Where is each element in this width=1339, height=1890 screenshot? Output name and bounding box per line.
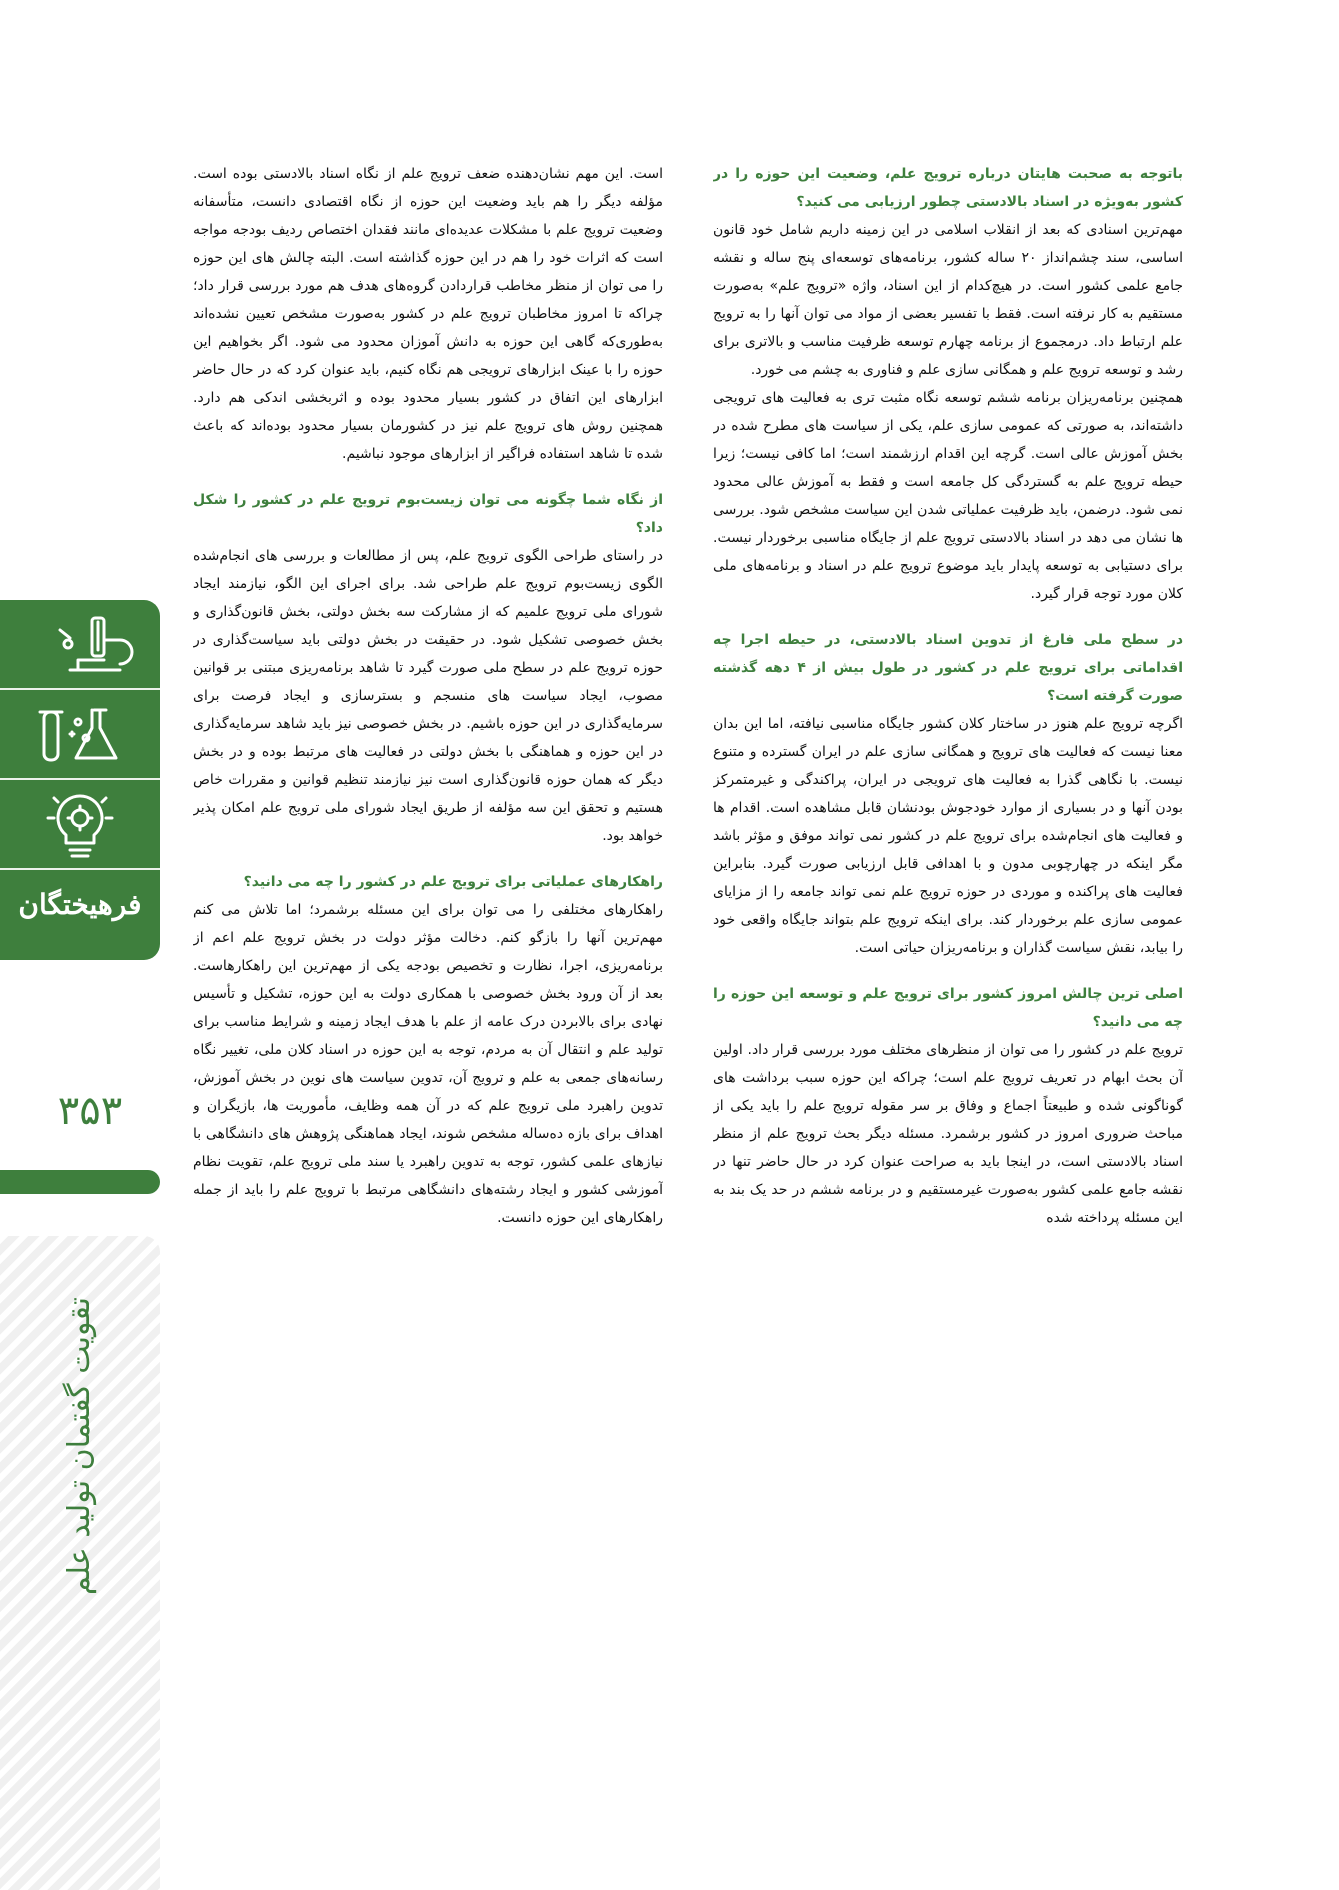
sidebar-accent-bar xyxy=(0,1170,160,1194)
left-column xyxy=(193,160,663,1740)
question-heading: باتوجه به صحبت هایتان درباره ترویج علم، وضعیت این حوزه را در کشور به‌ویژه در اسناد بالادستی چطور ارزیابی می کنید؟ xyxy=(713,166,1183,210)
answer-paragraph: در راستای طراحی الگوی ترویج علم، پس از مطالعات و بررسی های انجام‌شده الگوی زیست‌بوم ترویج علم طراحی شد. برای اجرای این الگو، نیازمند ایجاد شورای ملی ترویج علمیم که از مشارکت سه بخش دولتی، بخش قانون‌گذاری و بخش خصوصی تشکیل شود. در حقیقت در بخش دولتی باید سیاست‌گذاری در حوزه ترویج علم در سطح ملی صورت گیرد تا شاهد برنامه‌ریزی مبتنی بر قوانین مصوب، ایجاد سیاست های منسجم و بسترسازی و ایجاد فرصت برای سرمایه‌گذاری در این حوزه باشیم. در بخش خصوصی نیز باید شاهد سرمایه‌گذاری در این حوزه و هماهنگی با بخش دولتی در فعالیت های مرتبط بوده و در بخش دیگر که همان حوزه قانون‌گذاری است نیز نیازمند تنظیم قوانین و مقررات خاص‌ هستیم و تحقق این سه مؤلفه از طریق ایجاد شورای ملی ترویج علم امکان پذیر خواهد بود. xyxy=(193,548,663,844)
section-title-wrap xyxy=(0,1236,160,1656)
answer-paragraph: است. این مهم نشان‌دهنده ضعف ترویج علم از نگاه اسناد بالادستی بوده است. مؤلفه دیگر را هم باید وضعیت این حوزه از نگاه اقتصادی دانست، متأسفانه وضعیت ترویج علم با مشکلات عدیده‌ای مانند فقدان اختصاص ردیف بودجه مواجه است که اثرات خود را هم در این حوزه گذاشته است. البته چالش های این حوزه را می توان از منظر مخاطب قراردادن گروه‌های هدف هم مورد بررسی قرار داد؛ چراکه تا امروز مخاطبان ترویج علم در کشور به‌صورت مشخص تعیین نشده‌اند به‌طوری‌که گاهی این حوزه به دانش آموزان محدود می شود. اگر بخواهیم این حوزه را با عینک ابزارهای ترویجی هم نگاه کنیم، باید عنوان کرد که در حال حاضر ابزارهای این اتفاق در کشور بسیار محدود بوده و اثربخشی اندکی هم دارد. همچنین روش های ترویج علم نیز در کشورمان بسیار محدود بوده‌اند که باعث شده تا شاهد استفاده فراگیر از ابزارهای موجود نباشیم. xyxy=(193,166,663,462)
answer-paragraph: اگرچه ترویج علم هنوز در ساختار کلان کشور جایگاه مناسبی نیافته، اما این بدان معنا نیست که فعالیت های ترویج و همگانی سازی علم در ایران گسترده و متنوع نیست. با نگاهی گذرا به فعالیت های ترویجی در ایران، پراکندگی و غیرمتمرکز بودن آنها و در بسیاری از موارد خودجوش بودنشان قابل مشاهده است. اقدام ها و فعالیت های انجام‌شده برای ترویج علم در کشور نمی تواند موفق و مؤثر باشد مگر اینکه در چهارچوبی مدون و با اهدافی قابل ارزیابی صورت گیرد. بنابراین فعالیت های پراکنده و موردی در حوزه ترویج علم نمی تواند جامعه را از مزایای عمومی سازی علم برخوردار کند. برای اینکه ترویج علم بتواند جایگاه واقعی خود را بیابد، نقش سیاست گذاران و برنامه‌ریزان حیاتی است. xyxy=(713,716,1183,956)
question-heading: اصلی ترین چالش امروز کشور برای ترویج علم و توسعه این حوزه را چه می دانید؟ xyxy=(713,986,1183,1030)
flask-tube-icon xyxy=(0,690,160,780)
panel-divider xyxy=(0,868,160,870)
section-gap xyxy=(713,962,1183,980)
section-gap xyxy=(193,850,663,868)
question-heading: در سطح ملی فارغ از تدوین اسناد بالادستی، در حیطه اجرا چه اقداماتی برای ترویج علم در کشور در طول بیش از ۴ دهه گذشته صورت گرفته است؟ xyxy=(713,632,1183,704)
section-vertical-title: تقویت گفتمان تولید علم xyxy=(62,1296,97,1596)
question-heading: راهکارهای عملیاتی برای ترویج علم در کشور را چه می دانید؟ xyxy=(243,874,663,890)
brand-logo-text: فرهیختگان xyxy=(18,888,142,921)
page-number: ۳۵۳ xyxy=(57,1089,123,1133)
section-gap xyxy=(193,468,663,486)
article-body xyxy=(193,160,1183,1740)
science-lab-icon xyxy=(0,600,160,690)
answer-paragraph: مهم‌ترین اسنادی که بعد از انقلاب اسلامی در این زمینه داریم شامل خود قانون اساسی، سند چشم‌انداز ۲۰ ساله کشور، برنامه‌های توسعه‌ای پنج ساله و نقشه جامع علمی کشور است. در هیچ‌کدام از این اسناد، واژه «ترویج علم» به‌صورت مستقیم به کار نرفته است. فقط با تفسیر بعضی از مواد می توان آنها را به ترویج علم ارتباط داد. درمجموع از برنامه چهارم توسعه ظرفیت مناسب و بالاتری برای رشد و توسعه ترویج علم و همگانی سازی علم و فناوری به چشم می خورد. xyxy=(713,222,1183,378)
answer-paragraph: همچنین برنامه‌ریزان برنامه ششم توسعه نگاه مثبت تری به فعالیت های ترویجی داشته‌اند، به صورتی که عمومی سازی علم، یکی از سیاست های مطرح شده در بخش آموزش عالی است. گرچه این اقدام ارزشمند است؛ اما کافی نیست؛ زیرا حیطه ترویج علم به گستردگی کل جامعه است و فقط به آموزش عالی محدود نمی شود. درضمن، باید ظرفیت عملیاتی شدن این سیاست مشخص شود. بررسی ها نشان می دهد در اسناد بالادستی ترویج علم از جایگاه مناسبی برخوردار نیست. برای دستیابی به توسعه پایدار باید موضوع ترویج علم در اسناد و برنامه‌های ملی کلان مورد توجه قرار گیرد. xyxy=(713,390,1183,602)
answer-paragraph: ترویج علم در کشور را می توان از منظرهای مختلف مورد بررسی قرار داد. اولین آن بحث ابهام در تعریف ترویج علم است؛ چراکه این حوزه سبب برداشت های گوناگونی شده و طبیعتاً اجماع و وفاق بر سر مقوله ترویج علم را باید یکی از مباحث ضروری امروز در کشور برشمرد. مسئله دیگر بحث ترویج علم از منظر اسناد بالادستی است، در اینجا باید به صراحت عنوان کرد در حال حاضر تنها در نقشه جامع علمی کشور به‌صورت غیرمستقیم و در برنامه ششم در حد یک بند به این مسئله پرداخته شده xyxy=(713,1042,1183,1226)
right-column xyxy=(713,160,1183,1740)
sidebar-panel xyxy=(0,600,160,960)
question-heading: از نگاه شما چگونه می توان زیست‌بوم ترویج علم در کشور را شکل داد؟ xyxy=(193,492,663,536)
bulb-gear-icon xyxy=(0,780,160,870)
answer-paragraph: راهکارهای مختلفی را می توان برای این مسئله برشمرد؛ اما تلاش می کنم مهم‌ترین آنها را بازگو کنم. دخالت مؤثر دولت در بخش ترویج علم اعم از برنامه‌ریزی، اجرا، نظارت و تخصیص بودجه یکی از مهم‌ترین این راهکارهاست. بعد از آن ورود بخش خصوصی با همکاری دولت به این حوزه، تشکیل و تأسیس نهادی برای بالابردن درک عامه از علم با هدف ایجاد زمینه و شرایط مناسب برای تولید علم و انتقال آن به مردم، توجه به این حوزه در اسناد کلان ملی، تغییر نگاه رسانه‌های جمعی به علم و ترویج آن، تدوین سیاست های نوین در بخش آموزش، تدوین راهبرد ملی ترویج علم که در آن همه وظایف، مأموریت ها، بازیگران و اهداف برای بازه ده‌ساله مشخص شوند، ایجاد هماهنگی پژوهش های دانشگاهی با نیازهای علمی کشور، توجه به تدوین راهبرد یا سند ملی ترویج علم، تقویت نظام آموزشی کشور و ایجاد رشته‌های دانشگاهی مرتبط با ترویج علم را باید از جمله راهکارهای این حوزه دانست. xyxy=(193,902,663,1226)
section-gap xyxy=(713,608,1183,626)
